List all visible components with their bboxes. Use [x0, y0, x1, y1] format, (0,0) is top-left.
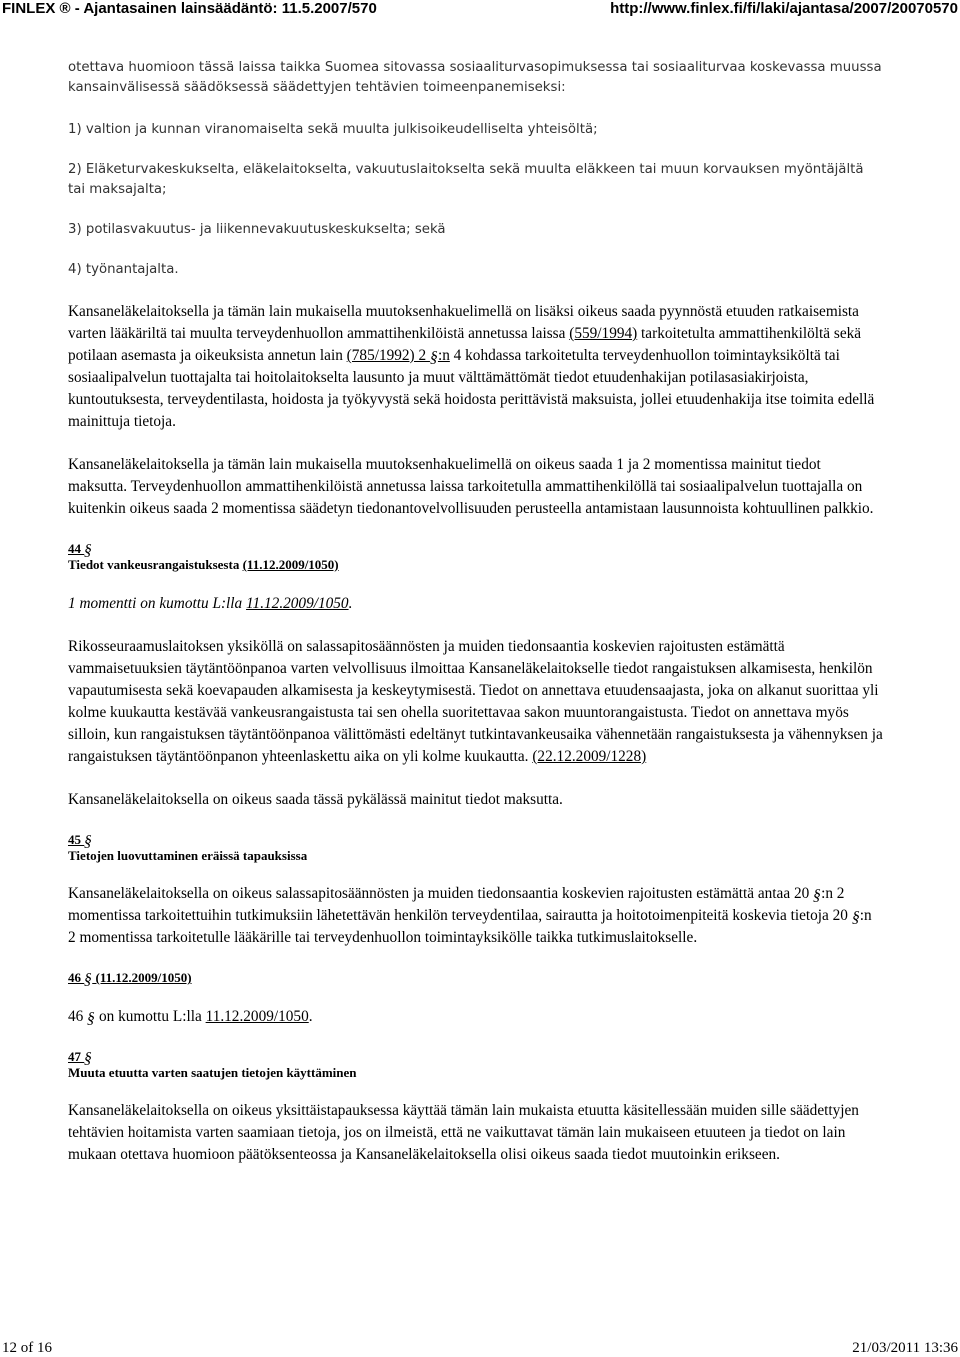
paragraph-fees: Kansaneläkelaitoksella ja tämän lain mukaisella muutoksenhakuelimellä on oikeus saada 1 ja 2 momentissa mainitut tiedot maksutta. Terveydenhuollon ammattihenkilöistä annetussa laissa tarkoitetulla ammattihenkilöllä tai sosiaalipalvelun tuottajalla on kuitenkin oikeus saada 2 momentissa säädetyn tiedonantovelvollisuuden perusteella antamistaan lausunnoista kohtuullinen palkkio. [68, 456, 874, 517]
page-number: 12 of 16 [2, 1340, 52, 1356]
paragraph-46-repeal: 46 § on kumottu L:lla 11.12.2009/1050. [68, 1008, 313, 1027]
print-header [0, 0, 960, 18]
paragraph-prison: Rikosseuraamuslaitoksen yksiköllä on salassapitosäännösten ja muiden tiedonsaantia koskevien rajoitusten estämättä vammaisetuuksien täytäntöönpanoa varten velvollisuus ilmoittaa Kansaneläkelaitokselle tiedot rangaistuksen alkamisesta, henkilön vapautumisesta sekä koevapauden alkamisesta ja keskeytymisestä. Tiedot on annettava etuudensaajasta, joka on alkanut suorittaa yli kolme kuukautta kestävää vankeusrangaistusta tai sen ohella suoritettavaa sakon muuntorangaistusta. Tiedot on annettava myös silloin, kun rangaistuksen täytäntöönpanoa välittömästi edeltänyt tutkintavankeusaika vähennetään rangaistuksesta ja vähennyksen ja rangaistuksen täytäntöönpanon yhteenlaskettu aika on yli kolme kuukautta. (22.12.2009/1228) [68, 638, 883, 765]
law-link-785-1992[interactable]: (785/1992) 2 §:n [346, 347, 450, 366]
section-47-heading [68, 1049, 883, 1080]
section-47-title: Muuta etuutta varten saatujen tietojen käyttäminen [68, 1065, 357, 1080]
section-sign-icon: § [82, 542, 94, 559]
paragraph-disclosure: Kansaneläkelaitoksella on oikeus salassapitosäännösten ja muiden tiedonsaantia koskevien rajoitusten estämättä antaa 20 §:n 2 momentissa tarkoitettuihin tutkimuksiin lähetettävän henkilön terveydentilaa, sairautta ja hoitotoimenpiteitä koskevia tietoja 20 §:n 2 momentissa tarkoitetulle lääkärille tai terveydenhuollon toimintayksikölle taikka tutkimuslaitokselle. [68, 885, 872, 946]
section-44-title: Tiedot vankeusrangaistuksesta [68, 557, 243, 572]
law-link-559-1994[interactable]: (559/1994) [569, 325, 638, 342]
list-item: 1) valtion ja kunnan viranomaiselta sekä muulta julkisoikeudelliselta yhteisöltä; [68, 122, 598, 137]
intro-lead: otettava huomioon tässä laissa taikka Suomea sitovassa sosiaaliturvasopimuksessa tai sosiaaliturvaa koskevassa muussa kansainvälisessä säädöksessä säädettyjen tehtävien toimeenpanemiseksi: [68, 60, 882, 95]
section-47-link[interactable]: 47 § [68, 1049, 94, 1067]
list-item: 4) työnantajalta. [68, 262, 179, 277]
section-sign-icon: § [428, 349, 440, 366]
list-item: 3) potilasvakuutus- ja liikennevakuutuskeskukselta; sekä [68, 222, 446, 237]
print-footer [0, 1339, 960, 1357]
law-link-1050-2009[interactable]: (11.12.2009/1050) [242, 557, 339, 572]
section-44-link[interactable]: 44 § [68, 541, 94, 559]
section-44-heading [68, 541, 883, 572]
section-sign-icon: § [85, 1010, 97, 1027]
law-link-1050-2009-repeal[interactable]: 11.12.2009/1050 [205, 1008, 309, 1025]
header-url: http://www.finlex.fi/fi/laki/ajantasa/2007/20070570 [610, 0, 958, 17]
section-46-heading [68, 970, 883, 986]
section-sign-icon: § [850, 909, 862, 926]
section-45-heading [68, 832, 883, 863]
header-title: FINLEX ® - Ajantasainen lainsäädäntö: 11.5.2007/570 [2, 0, 377, 17]
list-item: 2) Eläketurvakeskukselta, eläkelaitokselta, vakuutuslaitokselta sekä muulta eläkkeen tai muun korvauksen myöntäjältä tai maksajalta; [68, 162, 864, 197]
section-45-link[interactable]: 45 § [68, 832, 94, 850]
repeal-note: 1 momentti on kumottu L:lla 11.12.2009/1050. [68, 595, 353, 612]
section-46-link[interactable]: 46 § (11.12.2009/1050) [68, 970, 192, 988]
section-45-title: Tietojen luovuttaminen eräissä tapauksissa [68, 848, 308, 863]
paragraph-info-rights: Kansaneläkelaitoksella ja tämän lain mukaisella muutoksenhakuelimellä on lisäksi oikeus saada pyynnöstä etuuden ratkaisemista varten lääkäriltä tai muulta terveydenhuollon ammattihenkilöistä annetussa laissa (559/1994) tarkoitetulta ammattihenkilöltä sekä potilaan asemasta ja oikeuksista annetun lain (785/1992) 2 §:n 4 kohdassa tarkoitetulta terveydenhuollon toimintayksiköltä tai sosiaalipalvelun tuottajalta tai hoitolaitokselta lausunto ja muut välttämättömät tiedot etuudenhakijan potilasasiakirjoista, kuntoutuksesta, terveydentilasta, hoidosta ja työkyvystä sekä hoidosta perittävistä maksuista, jollei etuudenhakija itse toimita edellä mainittuja tietoja. [68, 303, 875, 430]
intro-list [68, 58, 883, 280]
law-link-1228-2009[interactable]: (22.12.2009/1228) [532, 748, 647, 765]
paragraph-prison-fees: Kansaneläkelaitoksella on oikeus saada tässä pykälässä mainitut tiedot maksutta. [68, 791, 563, 808]
print-datetime: 21/03/2011 13:36 [852, 1340, 958, 1356]
section-sign-icon: § [82, 833, 94, 850]
law-link-1050-2009-note[interactable]: 11.12.2009/1050 [246, 595, 349, 612]
paragraph-other-benefit: Kansaneläkelaitoksella on oikeus yksittäistapauksessa käyttää tämän lain mukaista etuutta käsitellessään muiden sille säädettyjen tehtävien hoitamista varten saamiaan tietoja, jos on ilmeistä, että ne vaikuttavat tämän lain mukaiseen etuuteen ja tiedot on lain mukaan otettava huomioon päätöksenteossa ja Kansaneläkelaitoksella olisi oikeus saada tiedot muutoinkin erikseen. [68, 1102, 859, 1163]
section-sign-icon: § [82, 1050, 94, 1067]
section-sign-icon: § [82, 971, 94, 988]
document-body [68, 58, 883, 1187]
section-sign-icon: § [811, 887, 823, 904]
